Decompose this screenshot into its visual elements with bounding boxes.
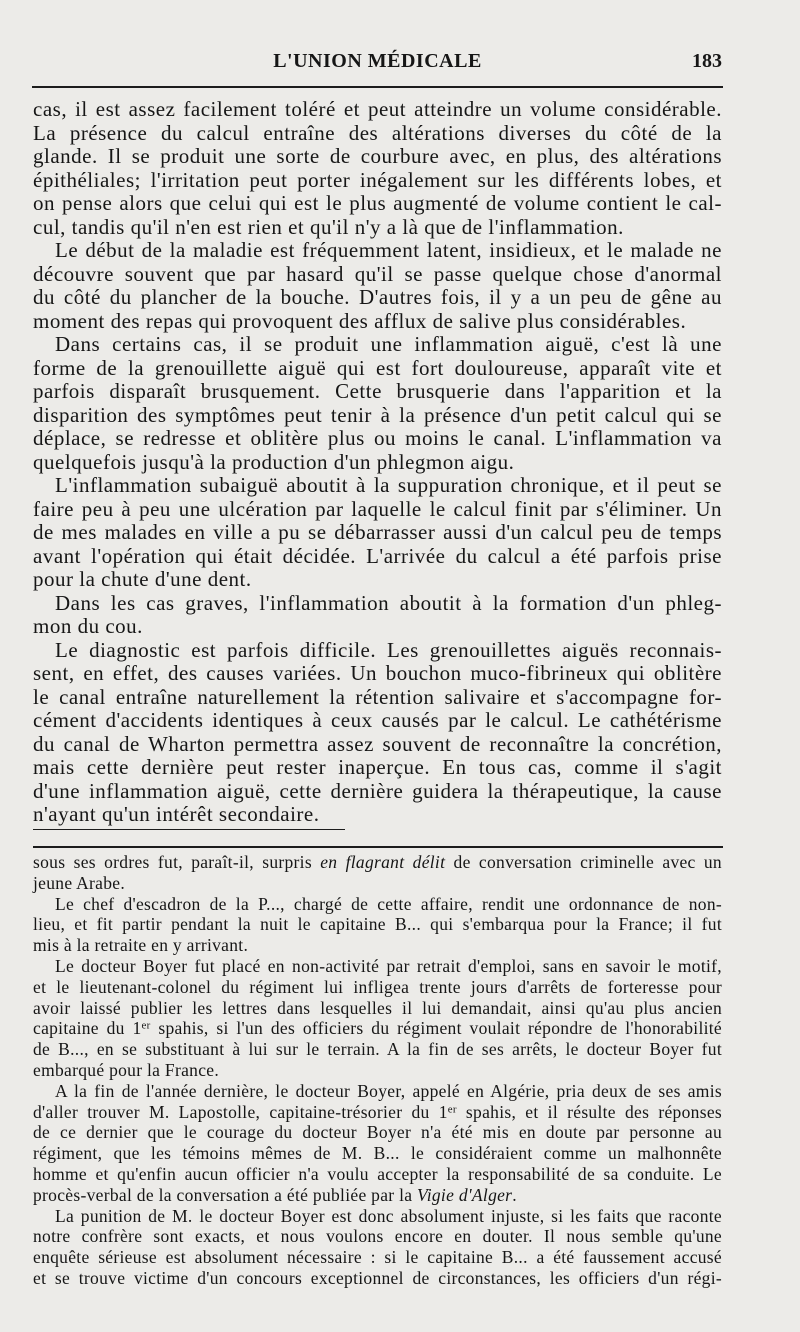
text-line: forme de la grenouillette aiguë qui est fort douloureuse, apparaît vite et: [33, 355, 722, 380]
footnote-body: [33, 852, 722, 1289]
italic-text: en flagrant délit: [320, 852, 446, 872]
text-line: pour la chute d'une dent.: [33, 567, 252, 591]
text-line: Le docteur Boyer fut placé en non-activité par retrait d'emploi, sans en savoir le motif,: [55, 955, 722, 976]
text-line: et se trouve victime d'un concours exceptionnel de circonstances, les officiers d'un régi-: [33, 1267, 722, 1288]
text-line: sent, en effet, des causes variées. Un bouchon muco-fibrineux qui oblitère: [33, 661, 722, 685]
text-line: cément d'accidents identiques à ceux causés par le calcul. Le cathétérisme: [33, 708, 722, 732]
text-line: quelquefois jusqu'à la production d'un phlegmon aigu.: [33, 449, 515, 474]
text-line: le canal entraîne naturellement la rétention salivaire et s'accompagne for-: [33, 684, 722, 709]
text-line: cul, tandis qu'il n'en est rien et qu'il n'y a là que de l'inflammation.: [33, 214, 624, 239]
text-line: découvre souvent que par hasard qu'il se passe quelque chose d'anormal: [33, 261, 722, 286]
text-line: lieu, et fit partir pendant la nuit le capitaine B... qui s'embarqua pour la France; il fut: [33, 914, 722, 935]
paragraph: [33, 333, 722, 474]
text-line: homme et qu'enfin aucun officier n'a voulu accepter la responsabilité de sa conduite. Le: [33, 1163, 722, 1184]
text-line: Dans les cas graves, l'inflammation aboutit à la formation d'un phleg-: [55, 590, 722, 615]
text-line: notre confrère sont exacts, et nous voulons encore en douter. Il nous semble qu'une: [33, 1226, 722, 1247]
text-line: déplace, se redresse et oblitère plus ou moins le canal. L'inflammation va: [33, 426, 722, 450]
text-line: mis à la retraite en y arrivant.: [33, 935, 249, 956]
text-segment: spahis, si l'un des officiers du régiment voulait répondre de l'honorabilité: [150, 1018, 723, 1039]
text-line: Le diagnostic est parfois difficile. Les grenouillettes aiguës reconnais-: [55, 637, 722, 662]
text-line: épithéliales; l'irritation peut porter inégalement sur les différents lobes, et: [33, 167, 722, 192]
paragraph: [33, 852, 722, 894]
text-line: jeune Arabe.: [33, 872, 126, 893]
paragraph: [33, 1206, 722, 1289]
article-body: [33, 98, 722, 827]
text-line: disparition des symptômes peut tenir à la présence d'un petit calcul qui se: [33, 402, 722, 427]
text-line: Le début de la maladie est fréquemment latent, insidieux, et le malade ne: [55, 238, 722, 262]
paragraph: [33, 239, 722, 333]
text-line: de ce dernier que le courage du docteur Boyer n'a été mis en doute par personne au: [33, 1122, 722, 1143]
text-line: embarqué pour la France.: [33, 1059, 220, 1080]
text-line: avoir laissé publier les lettres dans lesquelles il lui demandait, ainsi qu'au plus ancien: [33, 997, 722, 1018]
text-segment: de conversation criminelle avec un: [445, 852, 722, 872]
paragraph: [33, 98, 722, 239]
text-line: de B..., en se substituant à lui sur le terrain. A la fin de ses arrêts, le docteur Boyer fut: [33, 1039, 722, 1060]
page-number: 183: [692, 50, 722, 72]
text-line: du canal de Wharton permettra assez souvent de reconnaître la concrétion,: [33, 731, 722, 756]
text-line: A la fin de l'année dernière, le docteur Boyer, appelé en Algérie, pria deux de ses amis: [55, 1080, 722, 1101]
text-line: parfois disparaît brusquement. Cette brusquerie dans l'apparition et la: [33, 379, 722, 403]
text-line: on pense alors que celui qui est le plus augmenté de volume contient le cal-: [33, 191, 722, 215]
text-segment: capitaine du 1: [33, 1018, 142, 1039]
text-line: Dans certains cas, il se produit une inflammation aiguë, c'est là une: [55, 332, 722, 356]
text-line: La punition de M. le docteur Boyer est donc absolument injuste, si les faits que raconte: [55, 1205, 722, 1226]
text-line: enquête sérieuse est absolument nécessaire : si le capitaine B... a été faussement accusé: [33, 1247, 722, 1268]
paragraph: [33, 639, 722, 827]
text-line: d'une inflammation aiguë, cette dernière guidera la thérapeutique, la cause: [33, 778, 722, 803]
text-line: et le lieutenant-colonel du régiment lui infligea trente jours d'arrêts de forteresse pour: [33, 976, 722, 997]
text-line: glande. Il se produit une sorte de courbure avec, en plus, des altérations: [33, 144, 722, 168]
text-segment: sous ses ordres fut, paraît-il, surpris: [33, 852, 321, 872]
text-line: cas, il est assez facilement toléré et peut atteindre un volume considérable.: [33, 97, 722, 121]
text-segment: procès-verbal de la conversation a été publiée par la: [33, 1184, 418, 1205]
italic-text: Vigie d'Alger: [417, 1184, 513, 1205]
text-segment: .: [512, 1184, 517, 1205]
superscript-text: er: [141, 1019, 151, 1032]
text-line: régiment, que les témoins mêmes de M. B... le considéraient comme un malhonnête: [33, 1143, 722, 1164]
text-segment: spahis, et il résulte des réponses: [456, 1101, 722, 1122]
superscript-text: er: [447, 1103, 457, 1116]
text-line: faire peu à peu une ulcération par laquelle le calcul finit par s'éliminer. Un: [33, 496, 722, 521]
paragraph: [33, 894, 722, 956]
text-line: avant l'opération qui était décidée. L'arrivée du calcul a été parfois prise: [33, 543, 722, 568]
paragraph: [33, 474, 722, 592]
text-line: [33, 852, 722, 873]
text-line: mon du cou.: [33, 614, 143, 638]
text-line: de mes malades en ville a pu se débarrasser aussi d'un calcul peu de temps: [33, 520, 722, 544]
text-line: n'ayant qu'un intérêt secondaire.: [33, 802, 320, 826]
running-header: [33, 48, 722, 74]
text-line: [33, 1018, 722, 1039]
text-line: [33, 1102, 722, 1123]
text-line: moment des repas qui provoquent des afflux de salive plus considérables.: [33, 308, 687, 333]
paragraph: [33, 592, 722, 639]
footnote-separator: [33, 846, 723, 848]
text-line: mais cette dernière peut rester inaperçue. En tous cas, comme il s'agit: [33, 755, 722, 779]
text-line: Le chef d'escadron de la P..., chargé de cette affaire, rendit une ordonnance de non-: [55, 893, 722, 914]
text-segment: d'aller trouver M. Lapostolle, capitaine-trésorier du 1: [33, 1101, 448, 1122]
text-line: L'inflammation subaiguë aboutit à la suppuration chronique, et il peut se: [55, 473, 722, 497]
header-rule: [32, 86, 723, 88]
text-line: du côté du plancher de la bouche. D'autres fois, il y a un peu de gêne au: [33, 285, 722, 309]
text-line: La présence du calcul entraîne des altérations diverses du côté de la: [33, 120, 722, 145]
paragraph: [33, 1081, 722, 1206]
paragraph: [33, 956, 722, 1081]
journal-title: L'UNION MÉDICALE: [273, 50, 482, 72]
text-line: [33, 1185, 722, 1206]
article-end-rule: [33, 829, 345, 830]
